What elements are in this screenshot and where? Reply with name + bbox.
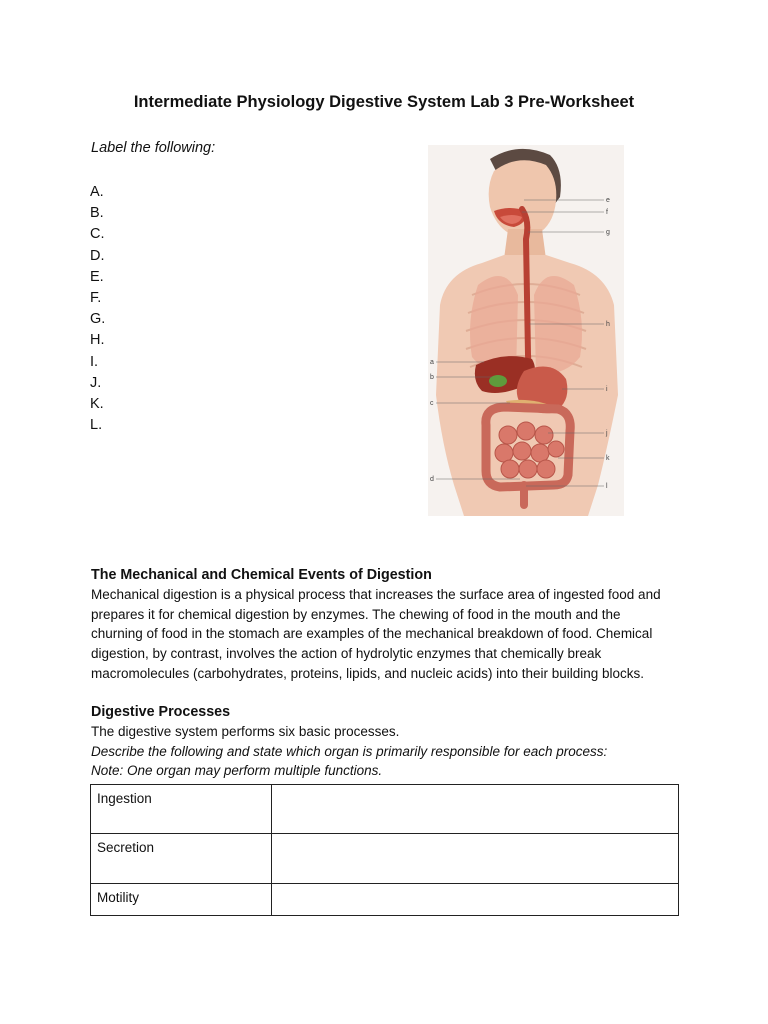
label-item-j: J. [90, 374, 102, 391]
label-item-k: K. [90, 395, 104, 412]
pointer-label-a: a [430, 359, 434, 366]
section-heading: The Mechanical and Chemical Events of Digestion [91, 567, 432, 583]
paragraph-line: macromolecules (carbohydrates, proteins, lipids, and nucleic acids) into their building blocks. [91, 665, 645, 681]
section-instruction: Describe the following and state which organ is primarily responsible for each process: [91, 743, 608, 759]
answer-cell[interactable] [272, 884, 679, 916]
label-item-i: I. [90, 353, 99, 370]
pointer-label-j: j [606, 430, 608, 437]
answer-cell[interactable] [272, 834, 679, 884]
pointer-label-d: d [430, 476, 434, 483]
paragraph-line: prepares it for chemical digestion by enzymes. The chewing of food in the mouth and the [91, 606, 621, 622]
process-name-cell: Secretion [91, 834, 272, 884]
label-item-a: A. [90, 184, 104, 200]
label-item-c: C. [90, 226, 105, 243]
table-row [91, 884, 679, 916]
pointer-label-k: k [606, 455, 610, 462]
paragraph-line: churning of food in the stomach are examples of the mechanical breakdown of food. Chemical [91, 626, 653, 642]
pointer-label-e: e [606, 197, 610, 204]
page-title: Intermediate Physiology Digestive System Lab 3 Pre-Worksheet [133, 93, 635, 111]
section-note: Note: One organ may perform multiple functions. [91, 763, 383, 779]
label-item-g: G. [90, 311, 106, 328]
mechanical-chemical-section [91, 566, 678, 684]
pointer-label-c: c [430, 400, 434, 407]
table-row [91, 834, 679, 884]
table-row [91, 785, 679, 834]
label-item-e: E. [90, 268, 104, 285]
answer-cell[interactable] [272, 785, 679, 834]
pointer-label-f: f [606, 209, 608, 216]
digestive-processes-table [90, 784, 679, 916]
pointer-label-g: g [606, 229, 610, 236]
process-name-cell: Ingestion [91, 785, 272, 834]
label-list [90, 182, 105, 436]
label-item-l: L. [90, 417, 103, 434]
digestive-processes-section [91, 703, 678, 781]
label-instruction: Label the following: [91, 140, 216, 156]
digestive-system-figure [428, 145, 624, 516]
paragraph-line: Mechanical digestion is a physical process that increases the surface area of ingested food and [91, 587, 661, 602]
label-item-h: H. [90, 332, 105, 349]
section-heading: Digestive Processes [91, 704, 231, 720]
pointer-label-b: b [430, 374, 434, 381]
process-name-cell: Motility [91, 884, 272, 916]
paragraph-line: digestion, by contrast, involves the action of hydrolytic enzymes that chemically break [91, 646, 602, 662]
label-item-f: F. [90, 289, 102, 306]
label-item-b: B. [90, 205, 104, 222]
label-item-d: D. [90, 247, 105, 264]
pointer-label-h: h [606, 321, 610, 328]
section-intro: The digestive system performs six basic processes. [91, 724, 400, 739]
pointer-label-i: i [606, 386, 608, 393]
pointer-label-l: l [606, 483, 608, 490]
